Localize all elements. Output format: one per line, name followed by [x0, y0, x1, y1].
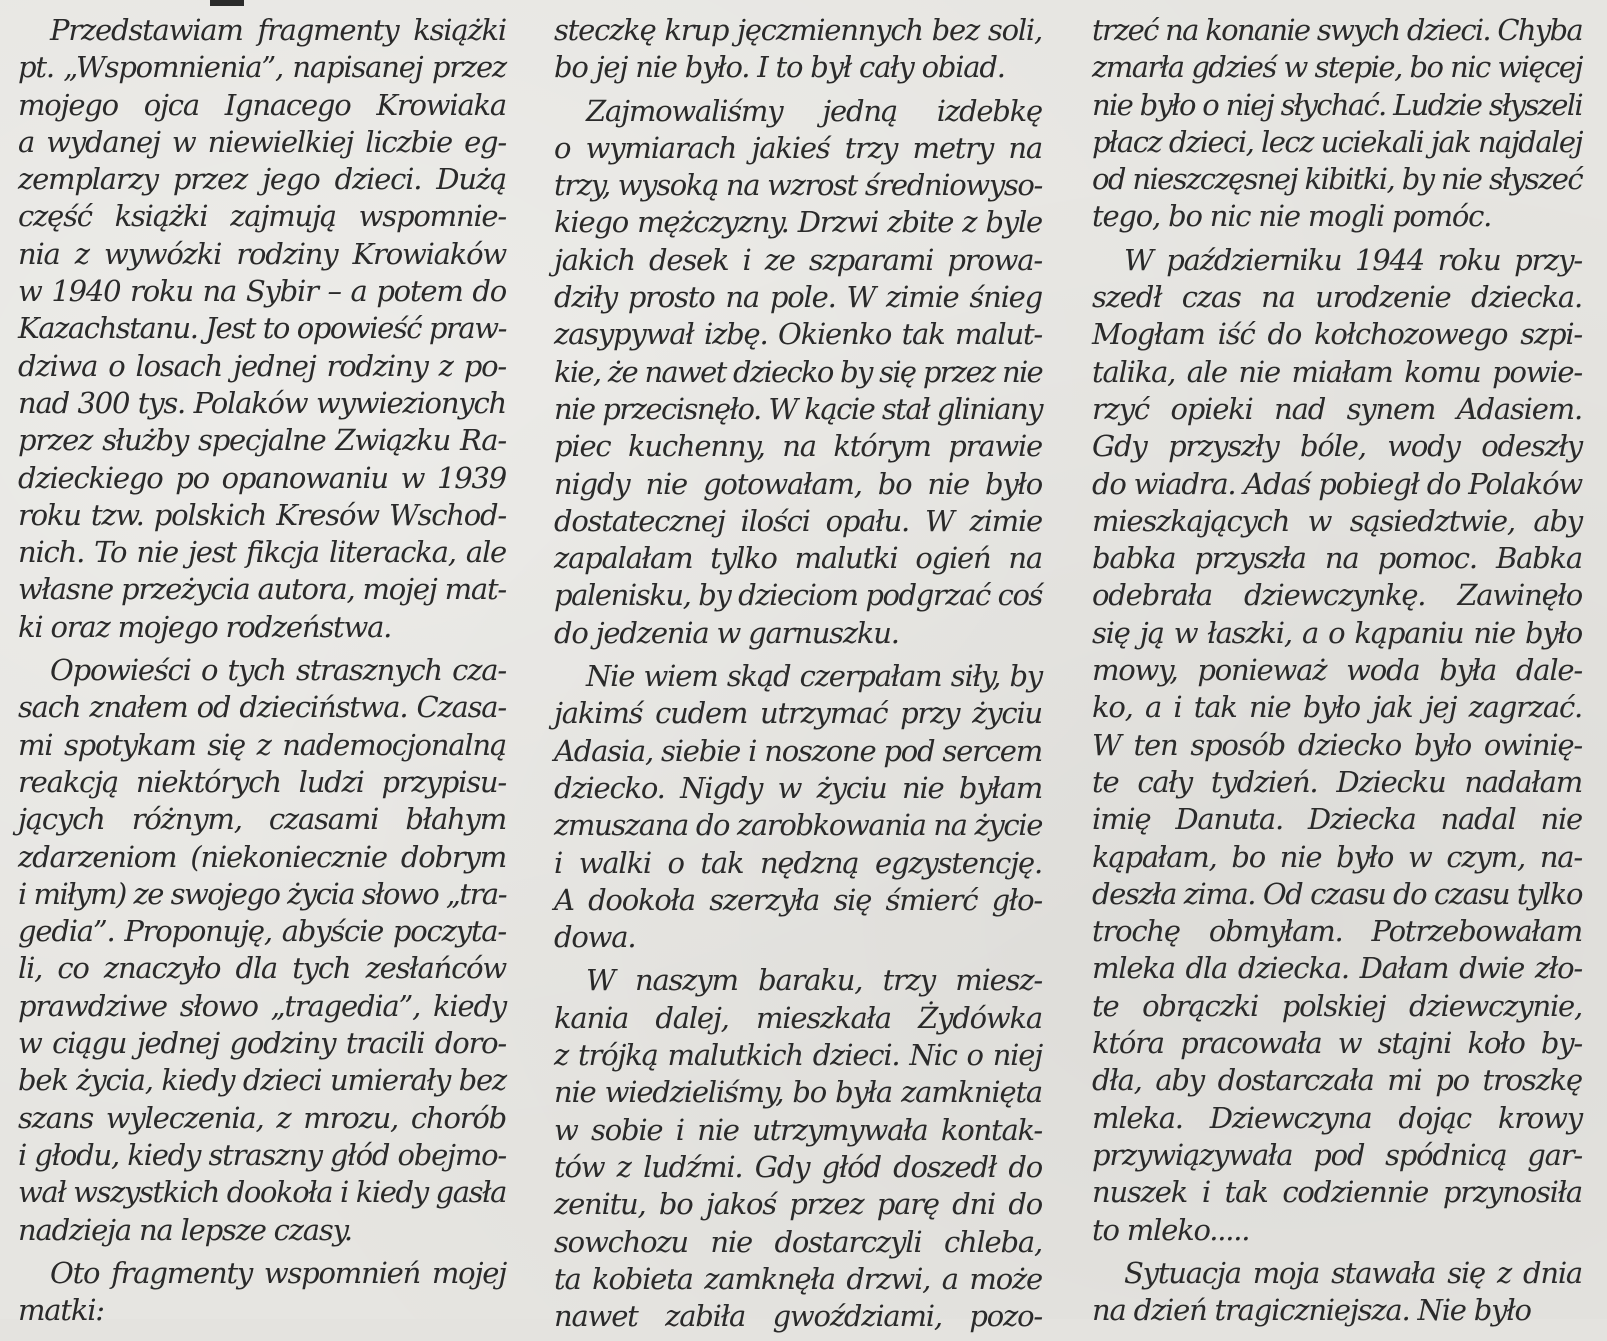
- text-line: nawet zabiła gwoździami, pozo-: [554, 1299, 1042, 1334]
- article-column-3: [1092, 12, 1582, 1335]
- text-line: nich. To nie jest fikcja literacka, ale: [18, 535, 506, 570]
- text-line: mleka dla dziecka. Dałam dwie zło-: [1092, 951, 1582, 986]
- text-line: własne przeżycia autora, mojej mat-: [18, 572, 506, 607]
- text-line: dziwa o losach jednej rodziny z po-: [18, 348, 506, 383]
- text-line: Sytuacja moja stawała się z dnia: [1124, 1255, 1582, 1290]
- text-line: W październiku 1944 roku przy-: [1124, 242, 1582, 277]
- text-line: ko, a i tak nie było jak jej zagrzać.: [1092, 690, 1582, 725]
- text-line: dziły prosto na pole. W zimie śnieg: [554, 280, 1042, 315]
- text-line: Przedstawiam fragmenty książki: [50, 13, 506, 47]
- text-line: te cały tydzień. Dziecku nadałam: [1092, 764, 1582, 799]
- text-line: trzy, wysoką na wzrost średniowyso-: [554, 168, 1042, 203]
- text-line: roku tzw. polskich Kresów Wschod-: [18, 497, 506, 532]
- text-line: z trójką malutkich dzieci. Nic o niej: [554, 1038, 1042, 1073]
- text-line: sowchozu nie dostarczyli chleba,: [554, 1224, 1042, 1259]
- text-line: nadzieja na lepsze czasy.: [18, 1212, 352, 1247]
- text-line: mleka. Dziewczyna dojąc krowy: [1092, 1100, 1582, 1135]
- text-line: mieszkających w sąsiedztwie, aby: [1092, 503, 1582, 538]
- article-paragraph: [1092, 12, 1582, 236]
- text-line: ki oraz mojego rodzeństwa.: [18, 609, 392, 644]
- text-line: talika, ale nie miałam komu powie-: [1092, 354, 1582, 389]
- text-line: zapalałam tylko malutki ogień na: [554, 541, 1042, 576]
- text-line: jakimś cudem utrzymać przy życiu: [554, 696, 1042, 731]
- article-paragraph: [18, 1255, 506, 1330]
- text-line: rzyć opieki nad synem Adasiem.: [1092, 391, 1582, 426]
- article-paragraph: [554, 93, 1042, 652]
- text-line: li, co znaczyło dla tych zesłańców: [18, 951, 506, 986]
- text-line: zasypywał izbę. Okienko tak malut-: [554, 317, 1042, 352]
- text-line: A dookoła szerzyła się śmierć gło-: [554, 882, 1042, 917]
- article-paragraph: [554, 962, 1042, 1335]
- text-line: odebrała dziewczynkę. Zawinęło: [1092, 578, 1582, 613]
- text-line: o wymiarach jakieś trzy metry na: [554, 130, 1042, 165]
- article-column-2: [554, 12, 1042, 1341]
- text-line: szans wyleczenia, z mrozu, chorób: [18, 1100, 506, 1135]
- text-line: Zajmowaliśmy jedną izdebkę: [586, 93, 1042, 128]
- text-line: się ją w łaszki, a o kąpaniu nie było: [1092, 615, 1582, 650]
- text-line: przez służby specjalne Związku Ra-: [18, 423, 506, 458]
- text-line: jakich desek i ze szparami prowa-: [554, 242, 1042, 277]
- text-line: nie przecisnęło. W kącie stał gliniany: [554, 391, 1042, 426]
- article-paragraph: [18, 652, 506, 1249]
- text-line: W naszym baraku, trzy miesz-: [586, 963, 1042, 998]
- article-paragraph: [554, 12, 1042, 87]
- text-line: przywiązywała pod spódnicą gar-: [1092, 1137, 1582, 1172]
- text-line: i głodu, kiedy straszny głód obejmo-: [18, 1137, 506, 1172]
- text-line: nia z wywózki rodziny Krowiaków: [18, 236, 506, 271]
- text-line: tów z ludźmi. Gdy głód doszedł do: [554, 1149, 1042, 1184]
- text-line: trzeć na konanie swych dzieci. Chyba: [1092, 13, 1582, 47]
- text-line: W ten sposób dziecko było owinię-: [1092, 727, 1582, 762]
- text-line: tego, bo nic nie mogli pomóc.: [1092, 199, 1492, 234]
- text-line: część książki zajmują wspomnie-: [18, 199, 506, 234]
- text-line: babka przyszła na pomoc. Babka: [1092, 541, 1582, 576]
- header-fragment-mark: [210, 0, 244, 6]
- text-line: nigdy nie gotowałam, bo nie było: [554, 466, 1042, 501]
- text-line: zmarła gdzieś w stepie, bo nic więcej: [1092, 50, 1582, 85]
- text-line: wał wszystkich dookoła i kiedy gasła: [18, 1175, 506, 1210]
- text-line: deszła zima. Od czasu do czasu tylko: [1092, 876, 1582, 911]
- text-line: sach znałem od dzieciństwa. Czasa-: [18, 690, 506, 725]
- text-line: reakcją niektórych ludzi przypisu-: [18, 764, 506, 799]
- text-line: kania dalej, mieszkała Żydówka: [554, 1000, 1042, 1035]
- text-line: palenisku, by dzieciom podgrzać coś: [554, 578, 1042, 613]
- text-line: nie było o niej słychać. Ludzie słyszeli: [1092, 87, 1582, 122]
- text-line: piec kuchenny, na którym prawie: [554, 429, 1042, 464]
- text-line: dowa.: [554, 920, 636, 955]
- text-line: w ciągu jednej godziny tracili doro-: [18, 1026, 506, 1061]
- text-line: te obrączki polskiej dziewczynie,: [1092, 988, 1582, 1023]
- text-line: zdarzeniom (niekoniecznie dobrym: [18, 839, 506, 874]
- text-line: ta kobieta zamknęła drzwi, a może: [554, 1261, 1042, 1296]
- text-line: Adasia, siebie i noszone pod sercem: [554, 733, 1042, 768]
- text-line: Nie wiem skąd czerpałam siły, by: [586, 659, 1042, 694]
- article-column-1: [18, 12, 506, 1335]
- text-line: Gdy przyszły bóle, wody odeszły: [1092, 429, 1582, 464]
- text-line: matki:: [18, 1293, 104, 1328]
- text-line: Mogłam iść do kołchozowego szpi-: [1092, 317, 1582, 352]
- text-line: na dzień tragiczniejsza. Nie było: [1092, 1293, 1531, 1328]
- article-paragraph: [18, 12, 506, 646]
- text-line: Kazachstanu. Jest to opowieść praw-: [18, 311, 506, 346]
- text-line: dziecko. Nigdy w życiu nie byłam: [554, 770, 1042, 805]
- text-line: Oto fragmenty wspomnień mojej: [50, 1255, 506, 1290]
- text-line: nad 300 tys. Polaków wywiezionych: [18, 385, 506, 420]
- text-line: nuszek i tak codziennie przynosiła: [1092, 1175, 1582, 1210]
- text-line: trochę obmyłam. Potrzebowałam: [1092, 914, 1582, 949]
- text-line: kąpałam, bo nie było w czym, na-: [1092, 839, 1582, 874]
- text-line: zemplarzy przez jego dzieci. Dużą: [18, 162, 506, 197]
- text-line: która pracowała w stajni koło by-: [1092, 1026, 1582, 1061]
- text-line: i walki o tak nędzną egzystencję.: [554, 845, 1042, 880]
- text-line: w sobie i nie utrzymywała kontak-: [554, 1112, 1042, 1147]
- text-line: kiego mężczyzny. Drzwi zbite z byle: [554, 205, 1042, 240]
- text-line: do wiadra. Adaś pobiegł do Polaków: [1092, 466, 1582, 501]
- text-line: dostatecznej ilości opału. W zimie: [554, 503, 1042, 538]
- text-line: steczkę krup jęczmiennych bez soli,: [554, 13, 1042, 47]
- text-line: dzieckiego po opanowaniu w 1939: [18, 460, 506, 495]
- text-line: nie wiedzieliśmy, bo była zamknięta: [554, 1075, 1042, 1110]
- article-paragraph: [554, 658, 1042, 956]
- text-line: szedł czas na urodzenie dziecka.: [1092, 280, 1582, 315]
- text-line: bek życia, kiedy dzieci umierały bez: [18, 1063, 506, 1098]
- text-line: jących różnym, czasami błahym: [18, 802, 506, 837]
- article-paragraph: [1092, 1255, 1582, 1330]
- text-line: bo jej nie było. I to był cały obiad.: [554, 50, 1005, 85]
- text-line: a wydanej w niewielkiej liczbie eg-: [18, 124, 506, 159]
- text-line: zenitu, bo jakoś przez parę dni do: [554, 1187, 1042, 1222]
- text-line: i miłym) ze swojego życia słowo „tra-: [18, 876, 506, 911]
- text-line: od nieszczęsnej kibitki, by nie słyszeć: [1092, 162, 1582, 197]
- text-line: to mleko.....: [1092, 1212, 1250, 1247]
- text-line: mi spotykam się z nademocjonalną: [18, 727, 506, 762]
- text-line: w 1940 roku na Sybir – a potem do: [18, 274, 506, 309]
- text-line: Opowieści o tych strasznych cza-: [50, 653, 506, 688]
- text-line: gedia”. Proponuję, abyście poczyta-: [18, 914, 506, 949]
- text-line: dła, aby dostarczała mi po troszkę: [1092, 1063, 1582, 1098]
- text-line: do jedzenia w garnuszku.: [554, 615, 899, 650]
- text-line: zmuszana do zarobkowania na życie: [554, 808, 1042, 843]
- text-line: kie, że nawet dziecko by się przez nie: [554, 354, 1042, 389]
- text-line: mojego ojca Ignacego Krowiaka: [18, 87, 506, 122]
- article-paragraph: [1092, 242, 1582, 1249]
- text-line: prawdziwe słowo „tragedia”, kiedy: [18, 988, 506, 1023]
- text-line: mowy, ponieważ woda była dale-: [1092, 653, 1582, 688]
- text-line: płacz dzieci, lecz uciekali jak najdalej: [1092, 124, 1582, 159]
- text-line: imię Danuta. Dziecka nadal nie: [1092, 802, 1582, 837]
- text-line: pt. „Wspomnienia”, napisanej przez: [18, 50, 506, 85]
